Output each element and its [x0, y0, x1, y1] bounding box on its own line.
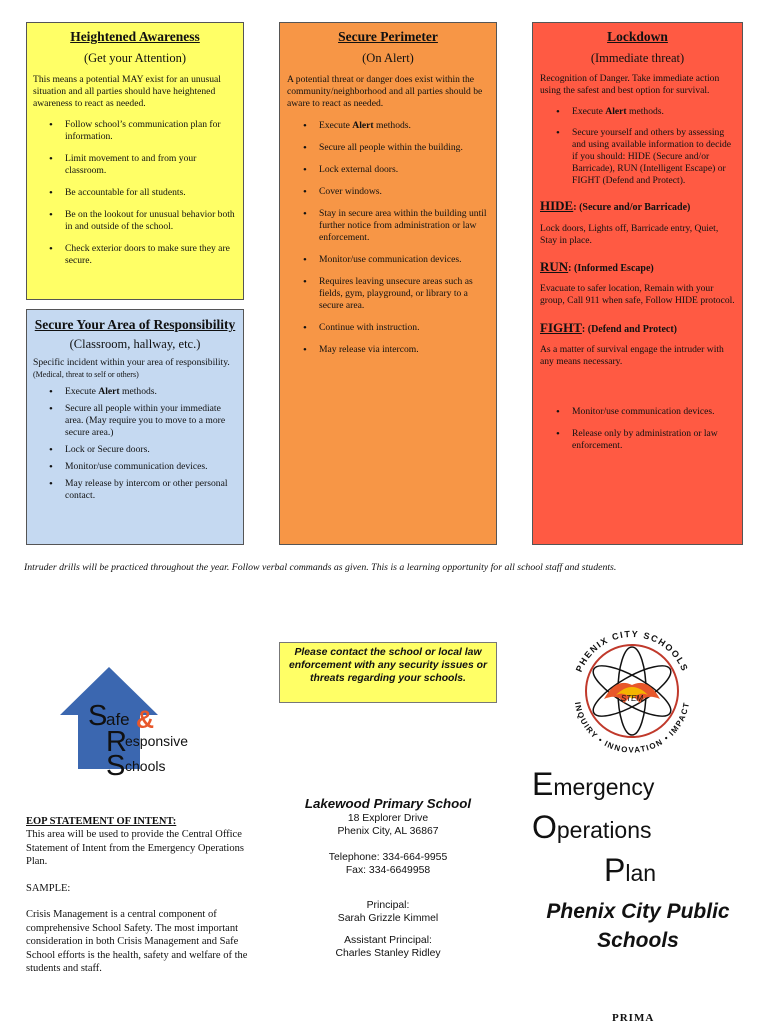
list-item: • Continue with instruction. — [287, 322, 489, 334]
district-name — [520, 897, 756, 955]
safe-responsive-schools-logo — [60, 657, 210, 782]
secure-area-box — [26, 309, 244, 545]
heightened-awareness-subtitle: (Get your Attention) — [83, 51, 187, 65]
secure-perimeter-title: Secure Perimeter — [338, 29, 438, 44]
eop-statement-body — [26, 828, 252, 989]
principal-name: Sarah Grizzle Kimmel — [337, 913, 439, 924]
heightened-awareness-box — [26, 22, 244, 300]
drill-note: Intruder drills will be practiced throughout the year. Follow verbal commands as given. This is a learning opportunity for all school staff and students. — [24, 562, 617, 573]
secure-area-title: Secure Your Area of Responsibility — [34, 317, 236, 332]
emergency-operations-plan-title — [532, 764, 656, 893]
secure-perimeter-intro: A potential threat or danger does exist within the community/neighborhood and all parties should be aware to react as needed. — [287, 74, 483, 109]
eop-paragraph: Crisis Management is a central component of comprehensive School Safety. The most important consideration in both Crisis Management and Safe School efforts is the health, safety and welfare of the students and staff. — [26, 909, 248, 974]
list-item: • Check exterior doors to make sure they are secure. — [33, 243, 237, 267]
logo-letter-r: R — [106, 726, 127, 758]
list-item: • Secure all people within the building. — [287, 142, 489, 154]
district-line2: Schools — [597, 929, 679, 952]
list-item: • Execute Alert methods. — [287, 120, 489, 132]
list-item: • Stay in secure area within the building until further notice from administration or law enforcement. — [287, 208, 489, 244]
logo-ampersand: & — [136, 706, 155, 734]
list-item: • Limit movement to and from your classroom. — [33, 153, 237, 177]
logo-word-afe: afe — [106, 710, 130, 729]
school-name: Lakewood Primary School — [304, 796, 472, 811]
contact-notice: Please contact the school or local law enforcement with any security issues or threats regarding your schools. — [279, 642, 497, 703]
secure-area-list — [33, 386, 237, 502]
eop-paragraph: SAMPLE: — [26, 882, 71, 894]
list-item: • Execute Alert methods. — [540, 106, 735, 118]
school-contact-block — [272, 796, 504, 960]
logo-letter-s2: S — [106, 750, 126, 782]
heightened-awareness-title: Heightened Awareness — [70, 29, 200, 44]
school-address-line1: 18 Explorer Drive — [347, 813, 429, 824]
lockdown-intro: Recognition of Danger. Take immediate action using the safest and best option for survival. — [540, 73, 720, 96]
eop-statement-heading: EOP STATEMENT OF INTENT: — [26, 816, 177, 827]
list-item: • Monitor/use communication devices. — [540, 406, 735, 418]
title-line-emergency: Emergency — [532, 766, 655, 802]
title-line-operations: Operations — [532, 809, 652, 845]
list-item: • Requires leaving unsecure areas such as fields, gym, playground, or library to a secure area. — [287, 276, 489, 312]
school-fax: Fax: 334-6649958 — [345, 865, 431, 876]
seal-bottom-text: INQUIRY • INNOVATION • IMPACT — [572, 701, 692, 755]
hide-heading: HIDE: (Secure and/or Barricade) — [540, 198, 691, 213]
run-heading: RUN: (Informed Escape) — [540, 259, 654, 274]
seal-center-text: STEM — [620, 694, 644, 703]
list-item: • Lock or Secure doors. — [33, 444, 237, 456]
secure-perimeter-list — [287, 120, 489, 356]
secure-area-intro-text: Specific incident within your area of responsibility. — [33, 357, 230, 368]
secure-perimeter-subtitle: (On Alert) — [362, 51, 414, 65]
list-item: • Be on the lookout for unusual behavior both in and outside of the school. — [33, 209, 237, 233]
title-line-plan: Plan — [604, 852, 657, 888]
list-item: • Lock external doors. — [287, 164, 489, 176]
heightened-awareness-list — [33, 119, 237, 267]
assistant-principal-label: Assistant Principal: — [344, 935, 432, 946]
assistant-principal-name: Charles Stanley Ridley — [335, 948, 441, 959]
prima-partial-text: PRIMA — [612, 1012, 655, 1024]
list-item: • Execute Alert methods. — [33, 386, 237, 398]
fight-heading: FIGHT: (Defend and Protect) — [540, 320, 677, 335]
lockdown-list-2 — [540, 406, 735, 452]
list-item: • Secure yourself and others by assessing and using available information to decide if you should: HIDE (Secure and/or Barricade), RUN (Intelligent Escape) or FIGHT (Defend and Protect). — [540, 127, 735, 187]
list-item: • Release only by administration or law enforcement. — [540, 428, 735, 452]
secure-area-subtitle: (Classroom, hallway, etc.) — [69, 337, 201, 351]
school-telephone: Telephone: 334-664-9955 — [328, 852, 448, 863]
seal-top-text: PHENIX CITY SCHOOLS — [573, 628, 691, 674]
phenix-city-schools-seal — [556, 625, 708, 755]
list-item: • Follow school’s communication plan for information. — [33, 119, 237, 143]
school-address-line2: Phenix City, AL 36867 — [337, 826, 439, 837]
secure-perimeter-box — [279, 22, 497, 545]
lockdown-subtitle: (Immediate threat) — [590, 51, 685, 65]
heightened-awareness-intro: This means a potential MAY exist for an unusual situation and all parties should have heightened awareness to react as needed. — [33, 74, 221, 109]
logo-word-esponsive: esponsive — [125, 733, 189, 749]
principal-label: Principal: — [366, 900, 410, 911]
list-item: • Secure all people within your immediate area. (May require you to move to a more secure area.) — [33, 403, 237, 439]
secure-area-intro-note: (Medical, threat to self or others) — [33, 370, 139, 379]
list-item: • May release by intercom or other personal contact. — [33, 478, 237, 502]
lockdown-title: Lockdown — [607, 29, 668, 44]
list-item: • Be accountable for all students. — [33, 187, 237, 199]
secure-area-intro — [33, 357, 237, 381]
lockdown-box — [532, 22, 743, 545]
fight-text: As a matter of survival engage the intruder with any means necessary. — [540, 344, 724, 367]
list-item: • Cover windows. — [287, 186, 489, 198]
hide-text: Lock doors, Lights off, Barricade entry, Quiet, Stay in place. — [540, 223, 719, 246]
run-text: Evacuate to safer location, Remain with your group, Call 911 when safe, Follow HIDE protocol. — [540, 283, 735, 306]
list-item: • Monitor/use communication devices. — [33, 461, 237, 473]
logo-letter-s1: S — [88, 700, 108, 732]
list-item: • Monitor/use communication devices. — [287, 254, 489, 266]
eop-paragraph: This area will be used to provide the Central Office Statement of Intent from the Emergency Operations Plan. — [26, 829, 244, 867]
logo-word-chools: chools — [125, 758, 166, 774]
district-line1: Phenix City Public — [546, 900, 730, 923]
list-item: • May release via intercom. — [287, 344, 489, 356]
lockdown-list — [540, 106, 735, 187]
